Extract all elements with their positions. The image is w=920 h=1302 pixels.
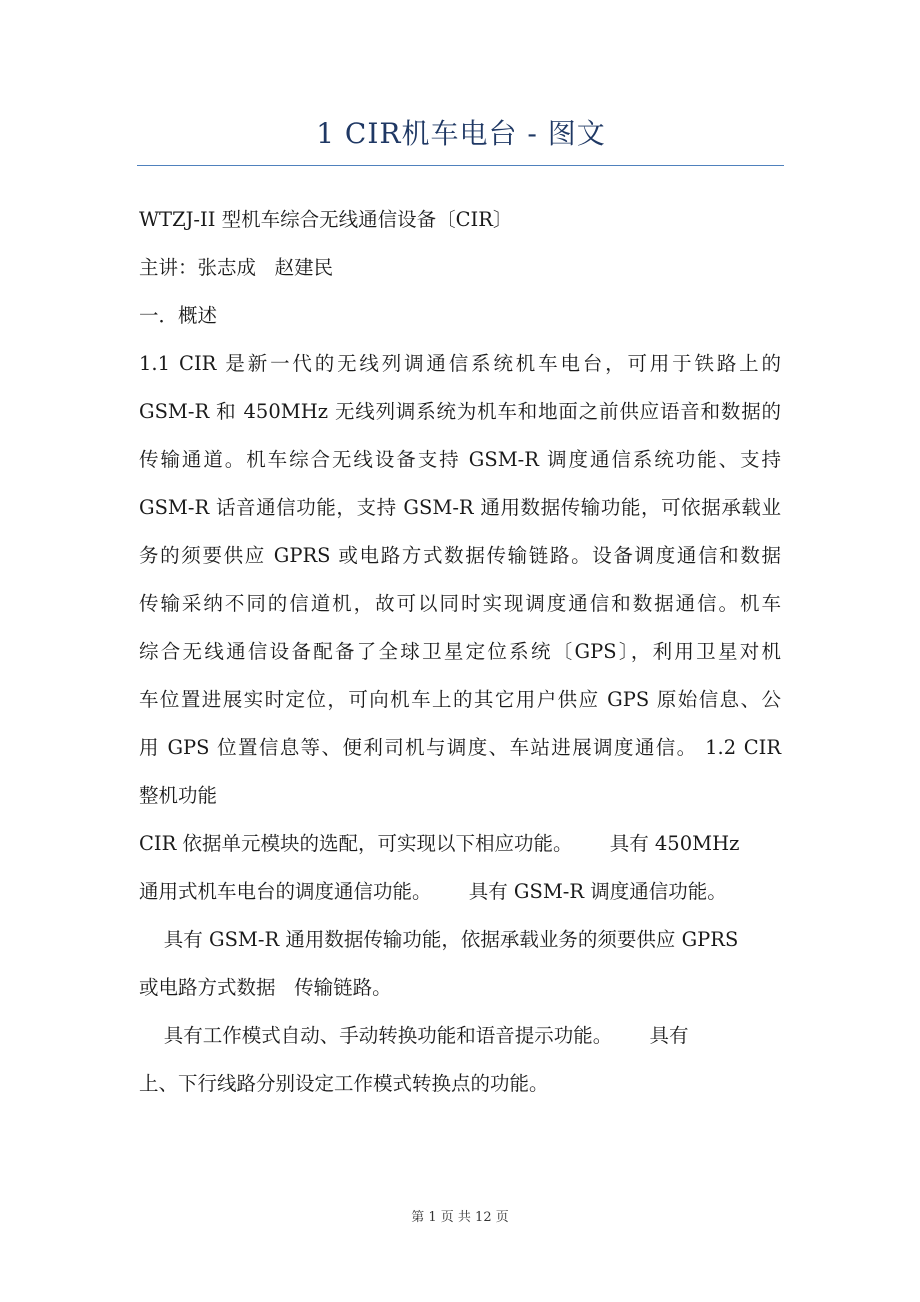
paragraph-line: 整机功能 [139, 784, 218, 807]
section-heading-overview: 一．概述 [139, 304, 218, 327]
paragraph-line: 具有 GSM-R 通用数据传输功能，依据承载业务的须要供应 GPRS [139, 928, 739, 951]
device-heading-line: WTZJ-II 型机车综合无线通信设备〔CIR〕 [139, 208, 513, 231]
paragraph-line: GSM-R 和 450MHz 无线列调系统为机车和地面之前供应语音和数据的 [139, 400, 781, 423]
document-title: 1 CIR机车电台 - 图文 [316, 117, 606, 150]
page-footer-page-number: 第 1 页 共 12 页 [411, 1210, 509, 1225]
document-body [139, 196, 781, 1108]
paragraph-line: 或电路方式数据 传输链路。 [139, 976, 392, 999]
paragraph-line: 车位置进展实时定位，可向机车上的其它用户供应 GPS 原始信息、公 [139, 688, 781, 711]
paragraph-line: 综合无线通信设备配备了全球卫星定位系统〔GPS〕，利用卫星对机 [139, 640, 781, 663]
presenters-line: 主讲：张志成 赵建民 [139, 256, 334, 279]
paragraph-line: 传输采纳不同的信道机，故可以同时实现调度通信和数据通信。机车 [139, 592, 781, 615]
paragraph-line: 具有工作模式自动、手动转换功能和语音提示功能。 具有 [139, 1024, 689, 1047]
paragraph-line: 用 GPS 位置信息等、便利司机与调度、车站进展调度通信。 1.2 CIR [139, 736, 781, 759]
title-underline-divider [137, 165, 784, 166]
paragraph-line: 上、下行线路分别设定工作模式转换点的功能。 [139, 1072, 549, 1095]
paragraph-line: 通用式机车电台的调度通信功能。 具有 GSM-R 调度通信功能。 [139, 880, 727, 903]
paragraph-line: 传输通道。机车综合无线设备支持 GSM-R 调度通信系统功能、支持 [139, 448, 781, 471]
paragraph-line: CIR 依据单元模块的选配，可实现以下相应功能。 具有 450MHz [139, 832, 740, 855]
paragraph-line: GSM-R 话音通信功能，支持 GSM-R 通用数据传输功能，可依据承载业 [139, 496, 781, 519]
paragraph-line: 务的须要供应 GPRS 或电路方式数据传输链路。设备调度通信和数据 [139, 544, 781, 567]
paragraph-line: 1.1 CIR 是新一代的无线列调通信系统机车电台，可用于铁路上的 [139, 352, 781, 375]
